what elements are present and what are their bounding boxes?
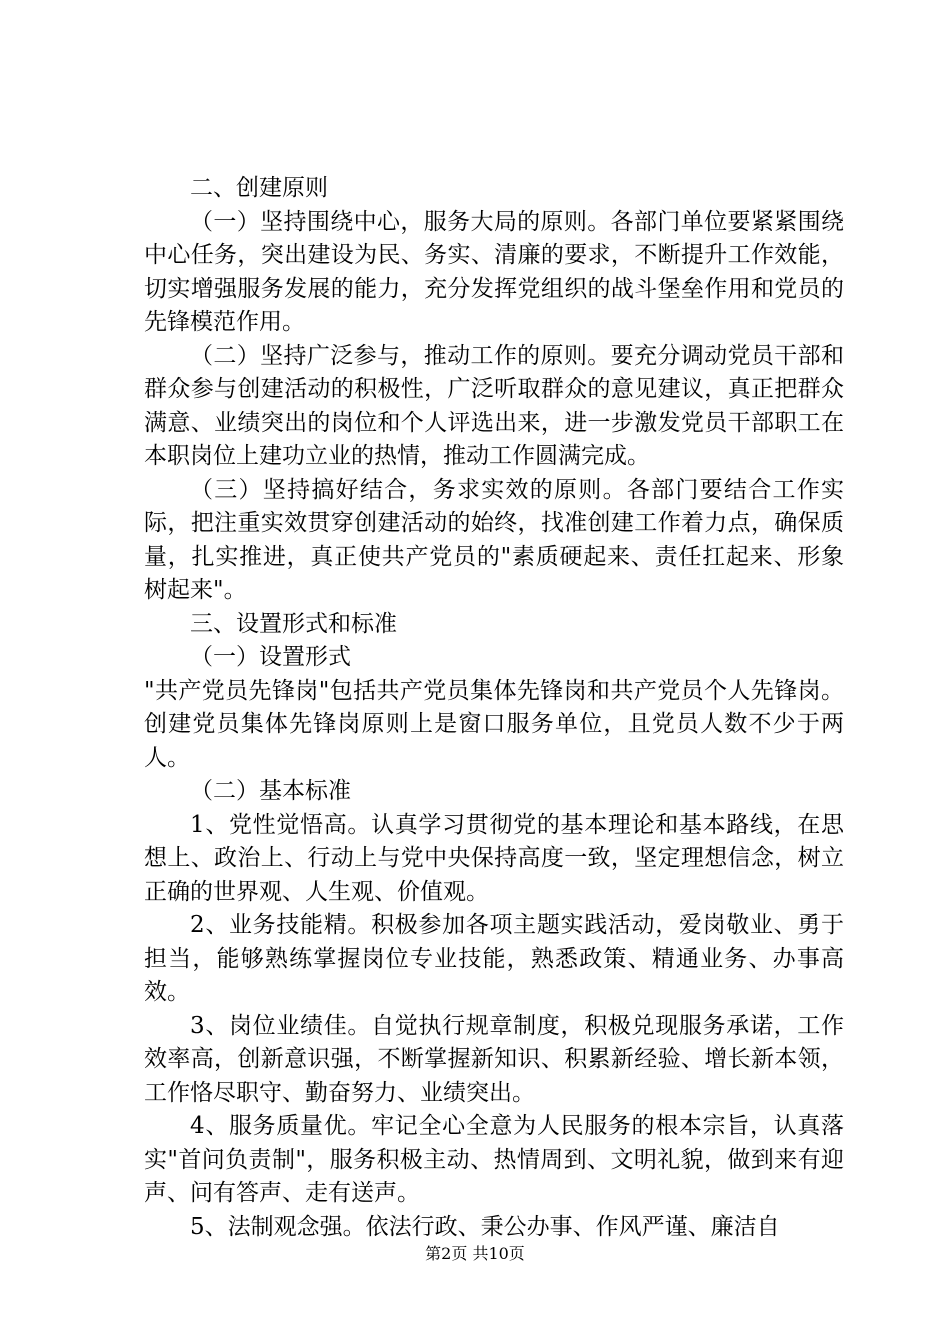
standard-item-3: 3、岗位业绩佳。自觉执行规章制度，积极兑现服务承诺，工作效率高，创新意识强，不断掌握新知识、积累新经验、增长新本领，工作恪尽职守、勤奋努力、业绩突出。 bbox=[144, 1012, 844, 1106]
section-heading-3: 三、设置形式和标准 bbox=[190, 610, 397, 637]
principle-paragraph-2: （二）坚持广泛参与，推动工作的原则。要充分调动党员干部和群众参与创建活动的积极性，广泛听取群众的意见建议，真正把群众满意、业绩突出的岗位和个人评选出来，进一步激发党员干部职工在本职岗位上建功立业的热情，推动工作圆满完成。 bbox=[144, 342, 844, 469]
standard-item-4: 4、服务质量优。牢记全心全意为人民服务的根本宗旨，认真落实"首问负责制"，服务积极主动、热情周到、文明礼貌，做到来有迎声、问有答声、走有送声。 bbox=[144, 1113, 844, 1206]
form-description-paragraph: "共产党员先锋岗"包括共产党员集体先锋岗和共产党员个人先锋岗。创建党员集体先锋岗原则上是窗口服务单位，且党员人数不少于两人。 bbox=[144, 677, 844, 771]
subsection-heading-form: （一）设置形式 bbox=[190, 644, 351, 670]
page-footer bbox=[0, 1244, 950, 1264]
standard-item-5: 5、法制观念强。依法行政、秉公办事、作风严谨、廉洁自 bbox=[190, 1213, 780, 1240]
document-body bbox=[144, 172, 844, 1244]
subsection-heading-standard: （二）基本标准 bbox=[190, 778, 351, 804]
section-heading-2: 二、创建原则 bbox=[190, 175, 328, 201]
principle-paragraph-1: （一）坚持围绕中心，服务大局的原则。各部门单位要紧紧围绕中心任务，突出建设为民、务实、清廉的要求，不断提升工作效能，切实增强服务发展的能力，充分发挥党组织的战斗堡垒作用和党员的先锋模范作用。 bbox=[144, 208, 844, 335]
principle-paragraph-3: （三）坚持搞好结合，务求实效的原则。各部门要结合工作实际，把注重实效贯穿创建活动的始终，找准创建工作着力点，确保质量，扎实推进，真正使共产党员的"素质硬起来、责任扛起来、形象树起来"。 bbox=[144, 476, 844, 603]
standard-item-2: 2、业务技能精。积极参加各项主题实践活动，爱岗敬业、勇于担当，能够熟练掌握岗位专业技能，熟悉政策、精通业务、办事高效。 bbox=[144, 912, 844, 1005]
page-number: 第2页 共10页 bbox=[425, 1244, 525, 1263]
standard-item-1: 1、党性觉悟高。认真学习贯彻党的基本理论和基本路线，在思想上、政治上、行动上与党中央保持高度一致，坚定理想信念，树立正确的世界观、人生观、价值观。 bbox=[144, 811, 844, 905]
